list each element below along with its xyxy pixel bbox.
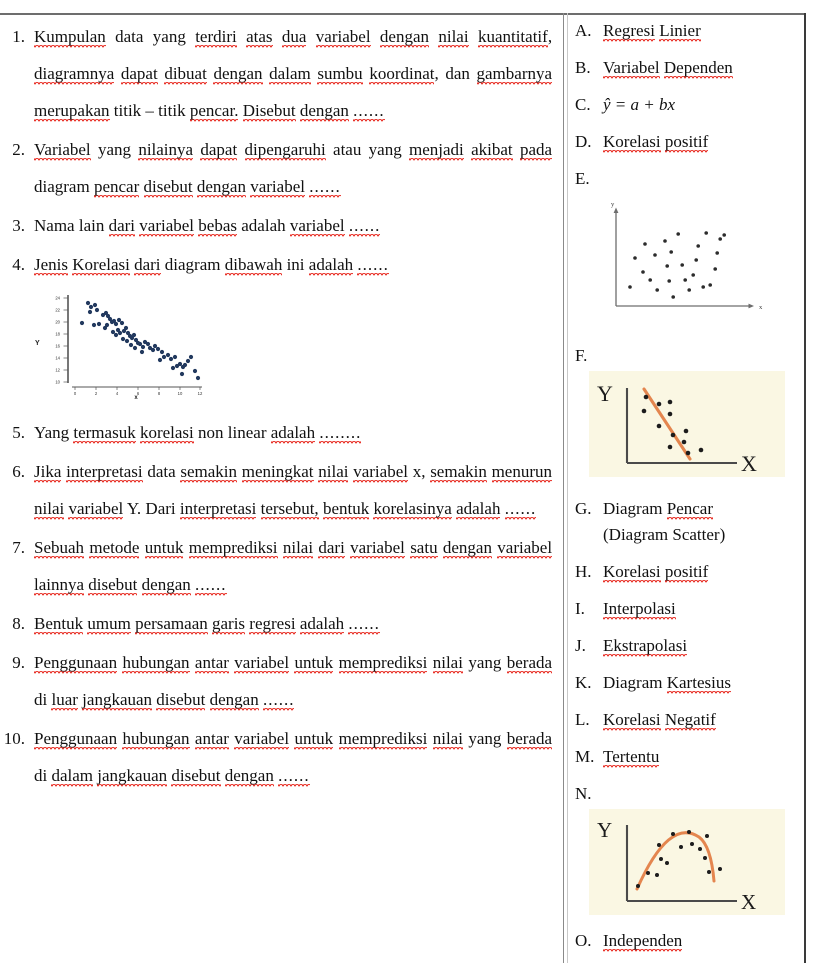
question-number: 9. (12, 653, 25, 672)
option-letter: A. (575, 21, 592, 40)
option-continuation: (Diagram Scatter) (603, 525, 726, 544)
svg-text:2: 2 (94, 391, 98, 396)
option-text: Tertentu (603, 744, 803, 770)
option-item-n (575, 781, 803, 807)
option-item-d (575, 129, 803, 155)
option-letter: J. (575, 636, 586, 655)
x-axis-label: X (741, 890, 757, 914)
option-item-c (575, 92, 803, 118)
svg-text:22: 22 (55, 307, 60, 313)
question-item (0, 720, 552, 794)
option-text: Korelasi positif (603, 129, 803, 155)
scatter-negative-large-svg (30, 287, 208, 399)
question-number: 10. (3, 729, 25, 748)
option-item-l (575, 707, 803, 733)
option-item-k (575, 670, 803, 696)
question-item (0, 644, 552, 718)
option-letter: O. (575, 931, 592, 950)
question-text: Jika interpretasi data semakin meningkat nilai variabel x, semakin menurun nilai variabel Y. Dari interpretasi tersebut, bentuk korelasinya adalah ...... (34, 453, 552, 527)
column-divider (563, 13, 564, 963)
figure-scatter-random-plain (583, 194, 803, 329)
question-number: 1. (12, 27, 25, 46)
option-letter: F. (575, 346, 588, 365)
option-item-m (575, 744, 803, 770)
option-text: Ekstrapolasi (603, 633, 803, 659)
svg-text:10: 10 (55, 379, 60, 385)
question-text: Nama lain dari variabel bebas adalah variabel ...... (34, 207, 552, 244)
figure-scatter-negative-large (30, 287, 552, 404)
option-letter: B. (575, 58, 591, 77)
option-text: Diagram Pencar (603, 496, 803, 522)
figure-scatter-curved-cream (589, 809, 803, 920)
y-axis-label: Y (597, 818, 613, 842)
svg-text:20: 20 (55, 319, 60, 325)
y-tick-labels (55, 296, 60, 385)
question-item (0, 207, 552, 244)
y-axis-label: Y (597, 381, 613, 406)
question-item (0, 414, 552, 451)
svg-text:4: 4 (115, 391, 119, 396)
option-letter: I. (575, 599, 585, 618)
question-text: Sebuah metode untuk memprediksi nilai dari variabel satu dengan variabel lainnya disebut dengan ...... (34, 529, 552, 603)
scatter-random-plain-svg (583, 194, 785, 324)
option-item-e (575, 166, 803, 192)
column-divider-shadow (567, 13, 568, 963)
option-item-j (575, 633, 803, 659)
y-axis-arrowhead (614, 208, 619, 214)
x-axis-label: X (741, 451, 757, 476)
x-axis-label: x (134, 395, 138, 399)
question-number: 2. (12, 140, 25, 159)
question-text: Penggunaan hubungan antar variabel untuk memprediksi nilai yang berada di dalam jangkauan disebut dengan ...... (34, 720, 552, 794)
option-item-i (575, 596, 803, 622)
question-item (0, 529, 552, 603)
option-item-b (575, 55, 803, 81)
question-text: Bentuk umum persamaan garis regresi adalah ...... (34, 605, 552, 642)
data-points (80, 301, 200, 380)
x-tick-labels (74, 391, 203, 396)
svg-text:0: 0 (73, 391, 77, 396)
option-item-g (575, 496, 803, 522)
option-text: Independen (603, 928, 803, 954)
y-axis-label: y (611, 201, 615, 208)
svg-text:24: 24 (55, 295, 60, 301)
question-text: Variabel yang nilainya dapat dipengaruhi atau yang menjadi akibat pada diagram pencar disebut dengan variabel ...... (34, 131, 552, 205)
option-item-h (575, 559, 803, 585)
option-letter: D. (575, 132, 592, 151)
figure-scatter-negative-cream (589, 371, 803, 482)
option-text: Variabel Dependen (603, 55, 803, 81)
option-item-a (575, 18, 803, 44)
questions-column (0, 18, 560, 796)
question-item (0, 131, 552, 205)
question-item (0, 246, 552, 283)
question-number: 4. (12, 255, 25, 274)
scatter-curved-cream-svg (589, 809, 785, 915)
page-right-rule (804, 13, 806, 963)
svg-text:6: 6 (136, 391, 140, 396)
option-item-f (575, 343, 803, 369)
options-column (575, 18, 803, 965)
svg-text:8: 8 (157, 391, 161, 396)
option-text: Korelasi positif (603, 559, 803, 585)
svg-text:12: 12 (55, 367, 60, 373)
option-letter: H. (575, 562, 592, 581)
option-item-o (575, 928, 803, 954)
question-item (0, 453, 552, 527)
question-text: Yang termasuk korelasi non linear adalah ........ (34, 414, 552, 451)
svg-text:12: 12 (197, 391, 203, 396)
question-item (0, 18, 552, 129)
question-number: 5. (12, 423, 25, 442)
x-axis-arrowhead (749, 304, 755, 309)
svg-text:18: 18 (55, 331, 60, 337)
option-letter: K. (575, 673, 592, 692)
question-text: Kumpulan data yang terdiri atas dua variabel dengan nilai kuantitatif, diagramnya dapat dibuat dengan dalam sumbu koordinat, dan gambarnya merupakan titik – titik pencar. Disebut dengan ...... (34, 18, 552, 129)
option-letter: L. (575, 710, 590, 729)
svg-text:14: 14 (55, 355, 60, 361)
y-axis-label: Y (35, 340, 40, 347)
option-letter: C. (575, 95, 591, 114)
option-text: Regresi Linier (603, 18, 803, 44)
x-axis-ticks (75, 387, 200, 390)
option-letter: G. (575, 499, 592, 518)
option-letter: E. (575, 169, 590, 188)
x-axis-label: x (759, 304, 763, 311)
question-number: 6. (12, 462, 25, 481)
question-text: Jenis Korelasi dari diagram dibawah ini adalah ...... (34, 246, 552, 283)
svg-text:16: 16 (55, 343, 60, 349)
question-text: Penggunaan hubungan antar variabel untuk memprediksi nilai yang berada di luar jangkauan disebut dengan ...... (34, 644, 552, 718)
option-letter: N. (575, 784, 592, 803)
option-text: Diagram Kartesius (603, 670, 803, 696)
data-points (628, 231, 726, 299)
option-text: Korelasi Negatif (603, 707, 803, 733)
option-letter: M. (575, 747, 595, 766)
question-number: 7. (12, 538, 25, 557)
page-top-rule (0, 13, 806, 15)
scatter-negative-cream-svg (589, 371, 785, 477)
question-number: 3. (12, 216, 25, 235)
question-number: 8. (12, 614, 25, 633)
option-text: Interpolasi (603, 596, 803, 622)
option-formula: ŷ = a + bx (603, 95, 676, 114)
question-item (0, 605, 552, 642)
svg-text:10: 10 (177, 391, 183, 396)
